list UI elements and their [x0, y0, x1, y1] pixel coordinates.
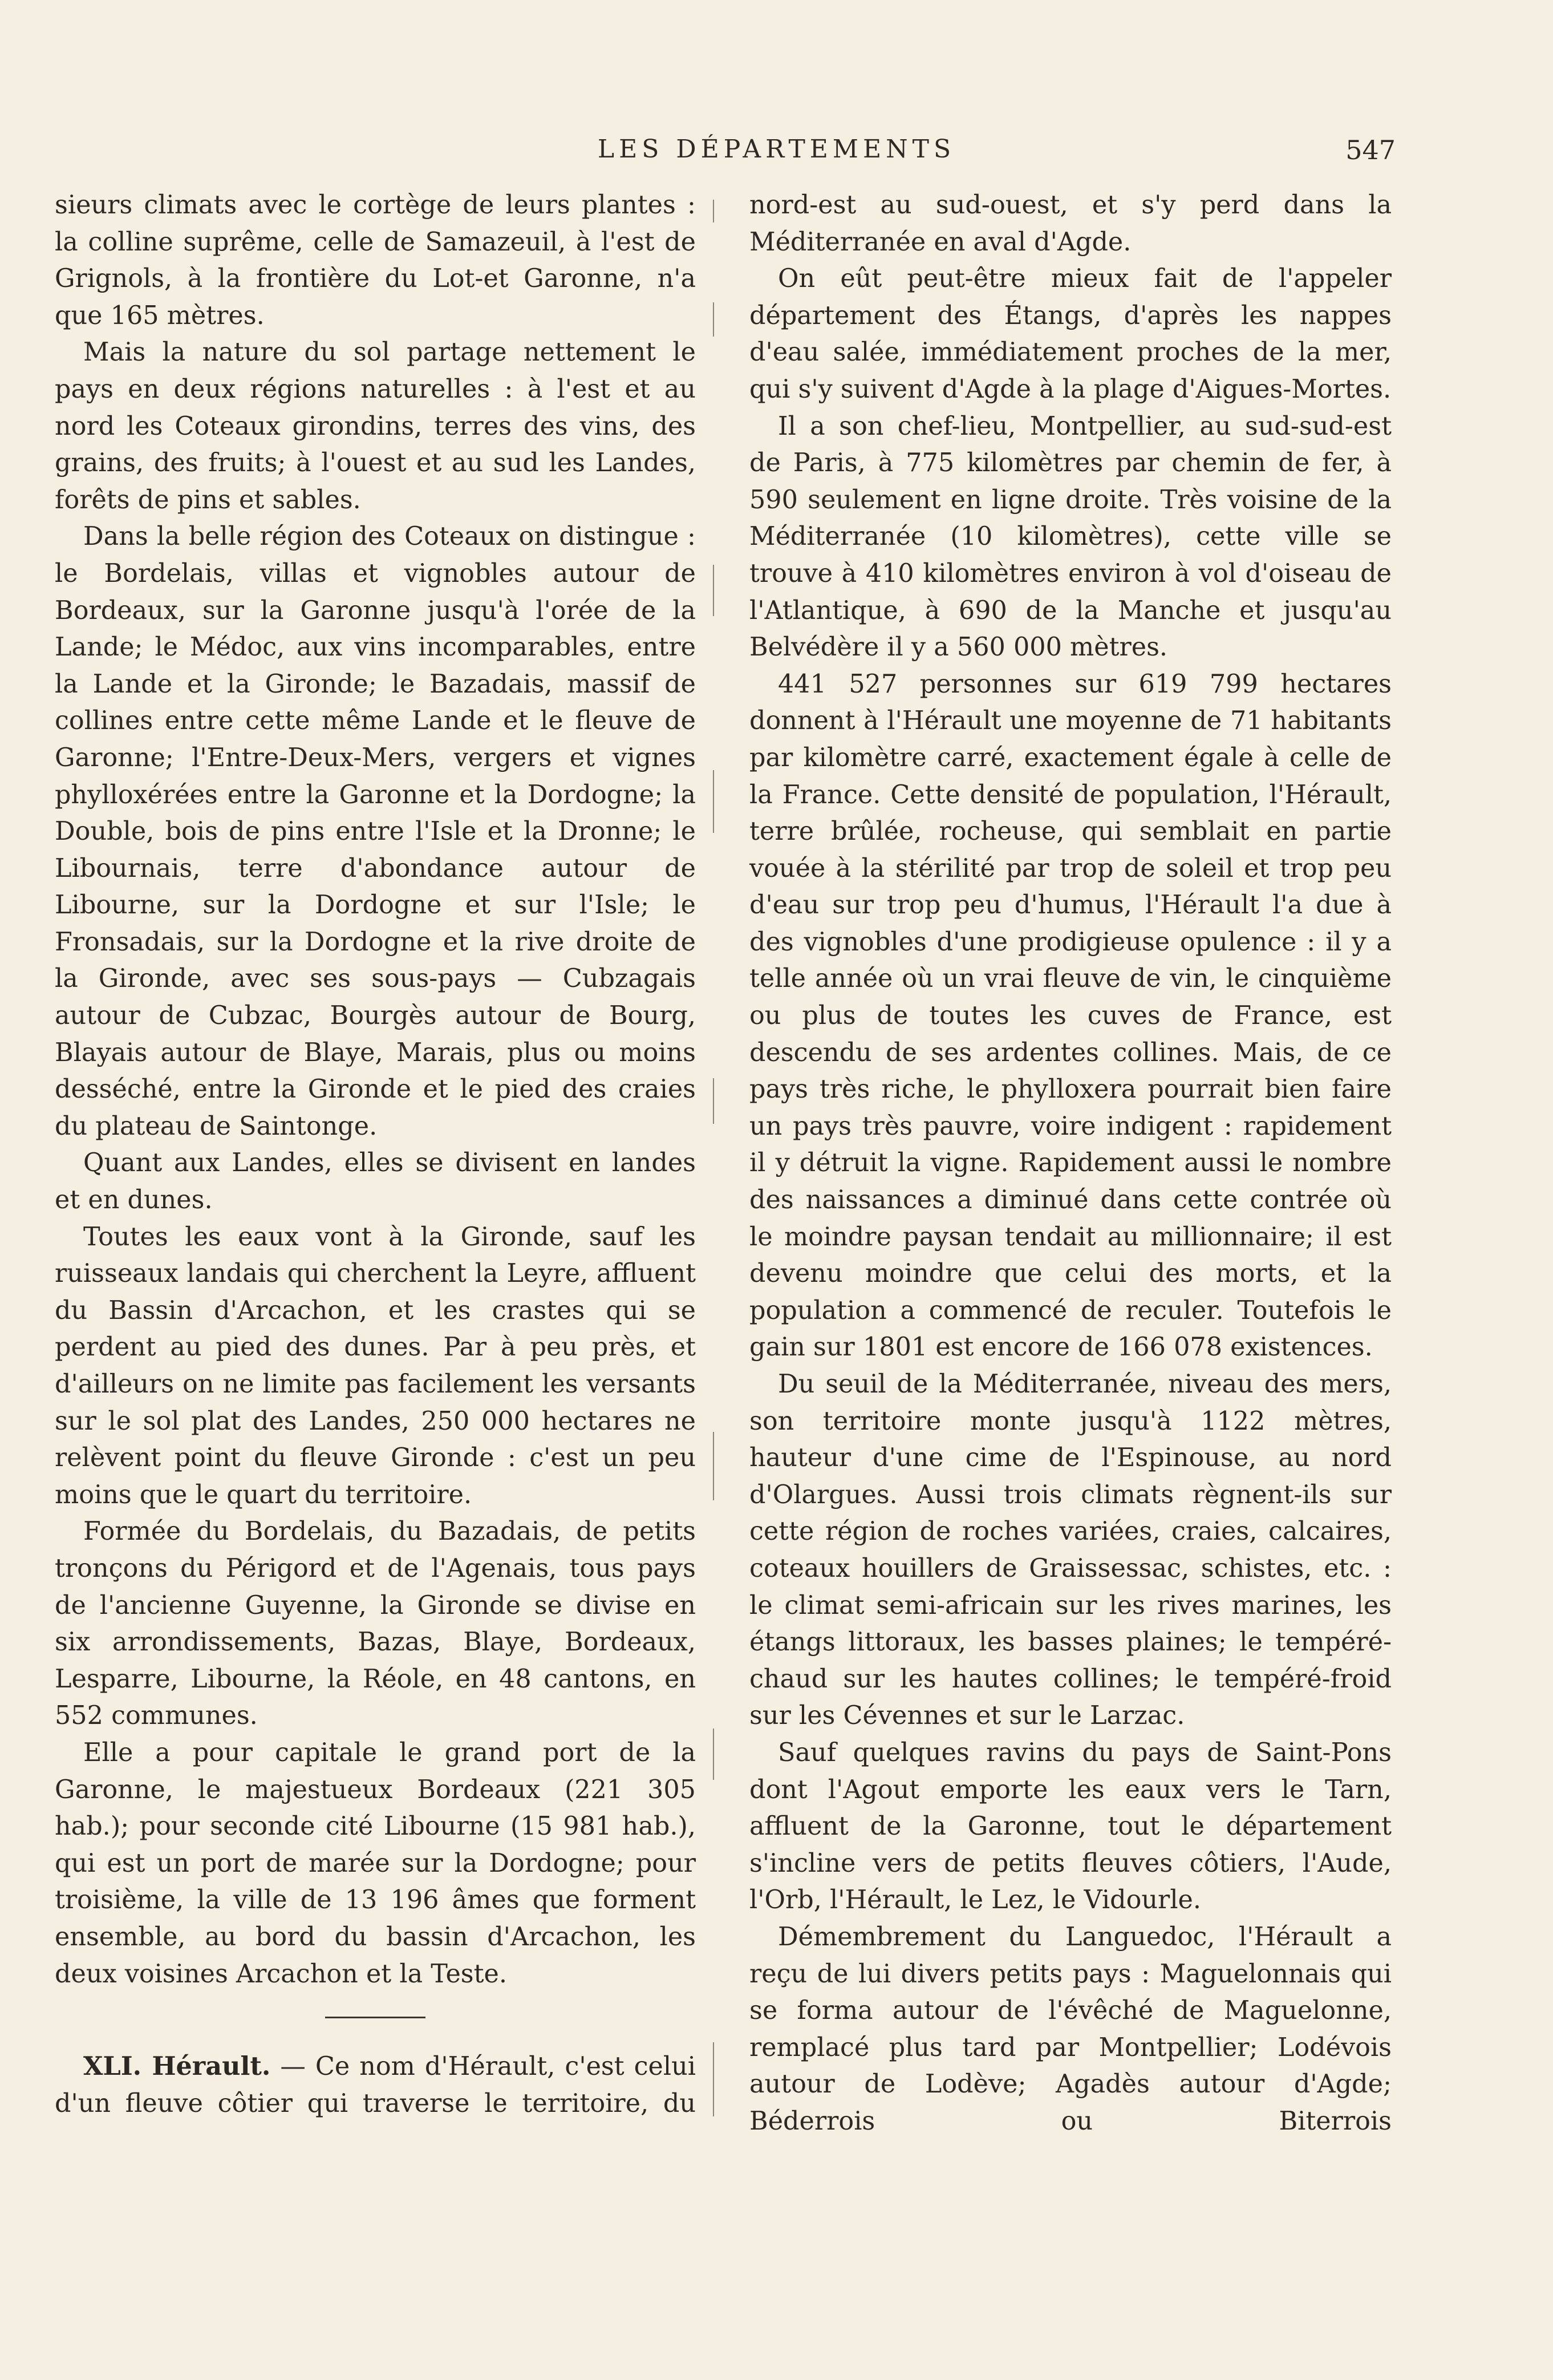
- paragraph: Sauf quelques ravins du pays de Saint-Pons dont l'Agout emporte les eaux vers le Tarn, affluent de la Garonne, tout le département s'incline vers de petits fleuves côtiers, l'Aude, l'Orb, l'Hérault, le Lez, le Vidourle.: [749, 1738, 1392, 1915]
- paragraph: Mais la nature du sol partage nettement le pays en deux régions naturelles : à l'est et au nord les Coteaux girondins, terres des vins, des grains, des fruits; à l'ouest et au sud les Landes, forêts de pins et sables.: [55, 338, 696, 515]
- paragraph: Démembrement du Languedoc, l'Hérault a reçu de lui divers petits pays : Maguelonnais qui se forma autour de l'évêché de Maguelonne, remplacé plus tard par Montpellier; Lodévois autour de Lodève; Agadès autour d'Agde; Béderrois ou Biterrois: [749, 1922, 1392, 2136]
- column-gutter-rule: [713, 188, 714, 2116]
- paragraph: nord-est au sud-ouest, et s'y perd dans la Méditerranée en aval d'Agde.: [749, 191, 1392, 257]
- paragraph: Elle a pour capitale le grand port de la Garonne, le majestueux Bordeaux (221 305 hab.); pour seconde cité Libourne (15 981 hab.), qui est un port de marée sur la Dordogne; pour troisième, la ville de 13 196 âmes que forment ensemble, au bord du bassin d'Arcachon, les deux voisines Arcachon et la Teste.: [55, 1738, 696, 1989]
- page-number: 547: [1345, 135, 1396, 165]
- paragraph: Du seuil de la Méditerranée, niveau des mers, son territoire monte jusqu'à 1122 mètres, hauteur d'une cime de l'Espinouse, au nord d'Olargues. Aussi trois climats règnent-ils sur cette région de roches variées, craies, calcaires, coteaux houillers de Graissessac, schistes, etc. : le climat semi-africain sur les rives marines, les étangs littoraux, les basses plaines; le tempéré-chaud sur les hautes collines; le tempéré-froid sur les Cévennes et sur le Larzac.: [749, 1370, 1392, 1731]
- running-head: [0, 132, 1553, 167]
- paragraph: sieurs climats avec le cortège de leurs plantes : la colline suprême, celle de Samazeuil, à l'est de Grignols, à la frontière du Lot-et Garonne, n'a que 165 mètres.: [55, 191, 696, 330]
- paragraph: 441 527 personnes sur 619 799 hectares donnent à l'Hérault une moyenne de 71 habitants par kilomètre carré, exactement égale à celle de la France. Cette densité de population, l'Hérault, terre brûlée, rocheuse, qui semblait en partie vouée à la stérilité par trop de soleil et trop peu d'eau sur trop peu d'humus, l'Hérault l'a due à des vignobles d'une prodigieuse opulence : il y a telle année où un vrai fleuve de vin, le cinquième ou plus de toutes les cuves de France, est descendu de ses ardentes collines. Mais, de ce pays très riche, le phylloxera pourrait bien faire un pays très pauvre, voire indigent : rapidement il y détruit la vigne. Rapidement aussi le nombre des naissances a diminué dans cette contrée où le moindre paysan tendait au millionnaire; il est devenu moindre que celui des morts, et la population a commencé de reculer. Toutefois le gain sur 1801 est encore de 166 078 existences.: [749, 669, 1392, 1362]
- paragraph: Dans la belle région des Coteaux on distingue : le Bordelais, villas et vignobles autour de Bordeaux, sur la Garonne jusqu'à l'orée de la Lande; le Médoc, aux vins incomparables, entre la Lande et la Gironde; le Bazadais, massif de collines entre cette même Lande et le fleuve de Garonne; l'Entre-Deux-Mers, vergers et vignes phylloxérées entre la Garonne et la Dordogne; la Double, bois de pins entre l'Isle et la Dronne; le Libournais, terre d'abondance autour de Libourne, sur la Dordogne et sur l'Isle; le Fronsadais, sur la Dordogne et la rive droite de la Gironde, avec ses sous-pays — Cubzagais autour de Cubzac, Bourgès autour de Bourg, Blayais autour de Blaye, Marais, plus ou moins desséché, entre la Gironde et le pied des craies du plateau de Saintonge.: [55, 522, 696, 1141]
- left-column: [55, 187, 696, 2122]
- paragraph: Formée du Bordelais, du Bazadais, de petits tronçons du Périgord et de l'Agenais, tous pays de l'ancienne Guyenne, la Gironde se divise en six arrondissements, Bazas, Blaye, Bordeaux, Lesparre, Libourne, la Réole, en 48 cantons, en 552 communes.: [55, 1517, 696, 1731]
- section-divider: [325, 2017, 425, 2018]
- right-column: [749, 187, 1392, 2140]
- paragraph: Toutes les eaux vont à la Gironde, sauf les ruisseaux landais qui cherchent la Leyre, affluent du Bassin d'Arcachon, et les crastes qui se perdent au pied des dunes. Par à peu près, et d'ailleurs on ne limite pas facilement les versants sur le sol plat des Landes, 250 000 hectares ne relèvent point du fleuve Gironde : c'est un peu moins que le quart du territoire.: [55, 1222, 696, 1509]
- section-intro-text: — Ce nom d'Hérault, c'est celui d'un fleuve côtier qui traverse le territoire, du: [55, 2052, 696, 2118]
- section-title: XLI. Hérault.: [83, 2051, 271, 2082]
- paragraph: Il a son chef-lieu, Montpellier, au sud-sud-est de Paris, à 775 kilomètres par chemin de fer, à 590 seulement en ligne droite. Très voisine de la Méditerranée (10 kilomètres), cette ville se trouve à 410 kilomètres environ à vol d'oiseau de l'Atlantique, à 690 de la Manche et jusqu'au Belvédère il y a 560 000 mètres.: [749, 411, 1392, 662]
- paragraph: On eût peut-être mieux fait de l'appeler département des Étangs, d'après les nappes d'eau salée, immédiatement proches de la mer, qui s'y suivent d'Agde à la plage d'Aigues-Mortes.: [749, 264, 1392, 404]
- section-heading-paragraph: [55, 2048, 696, 2122]
- running-title: LES DÉPARTEMENTS: [597, 135, 956, 164]
- paragraph: Quant aux Landes, elles se divisent en landes et en dunes.: [55, 1148, 696, 1215]
